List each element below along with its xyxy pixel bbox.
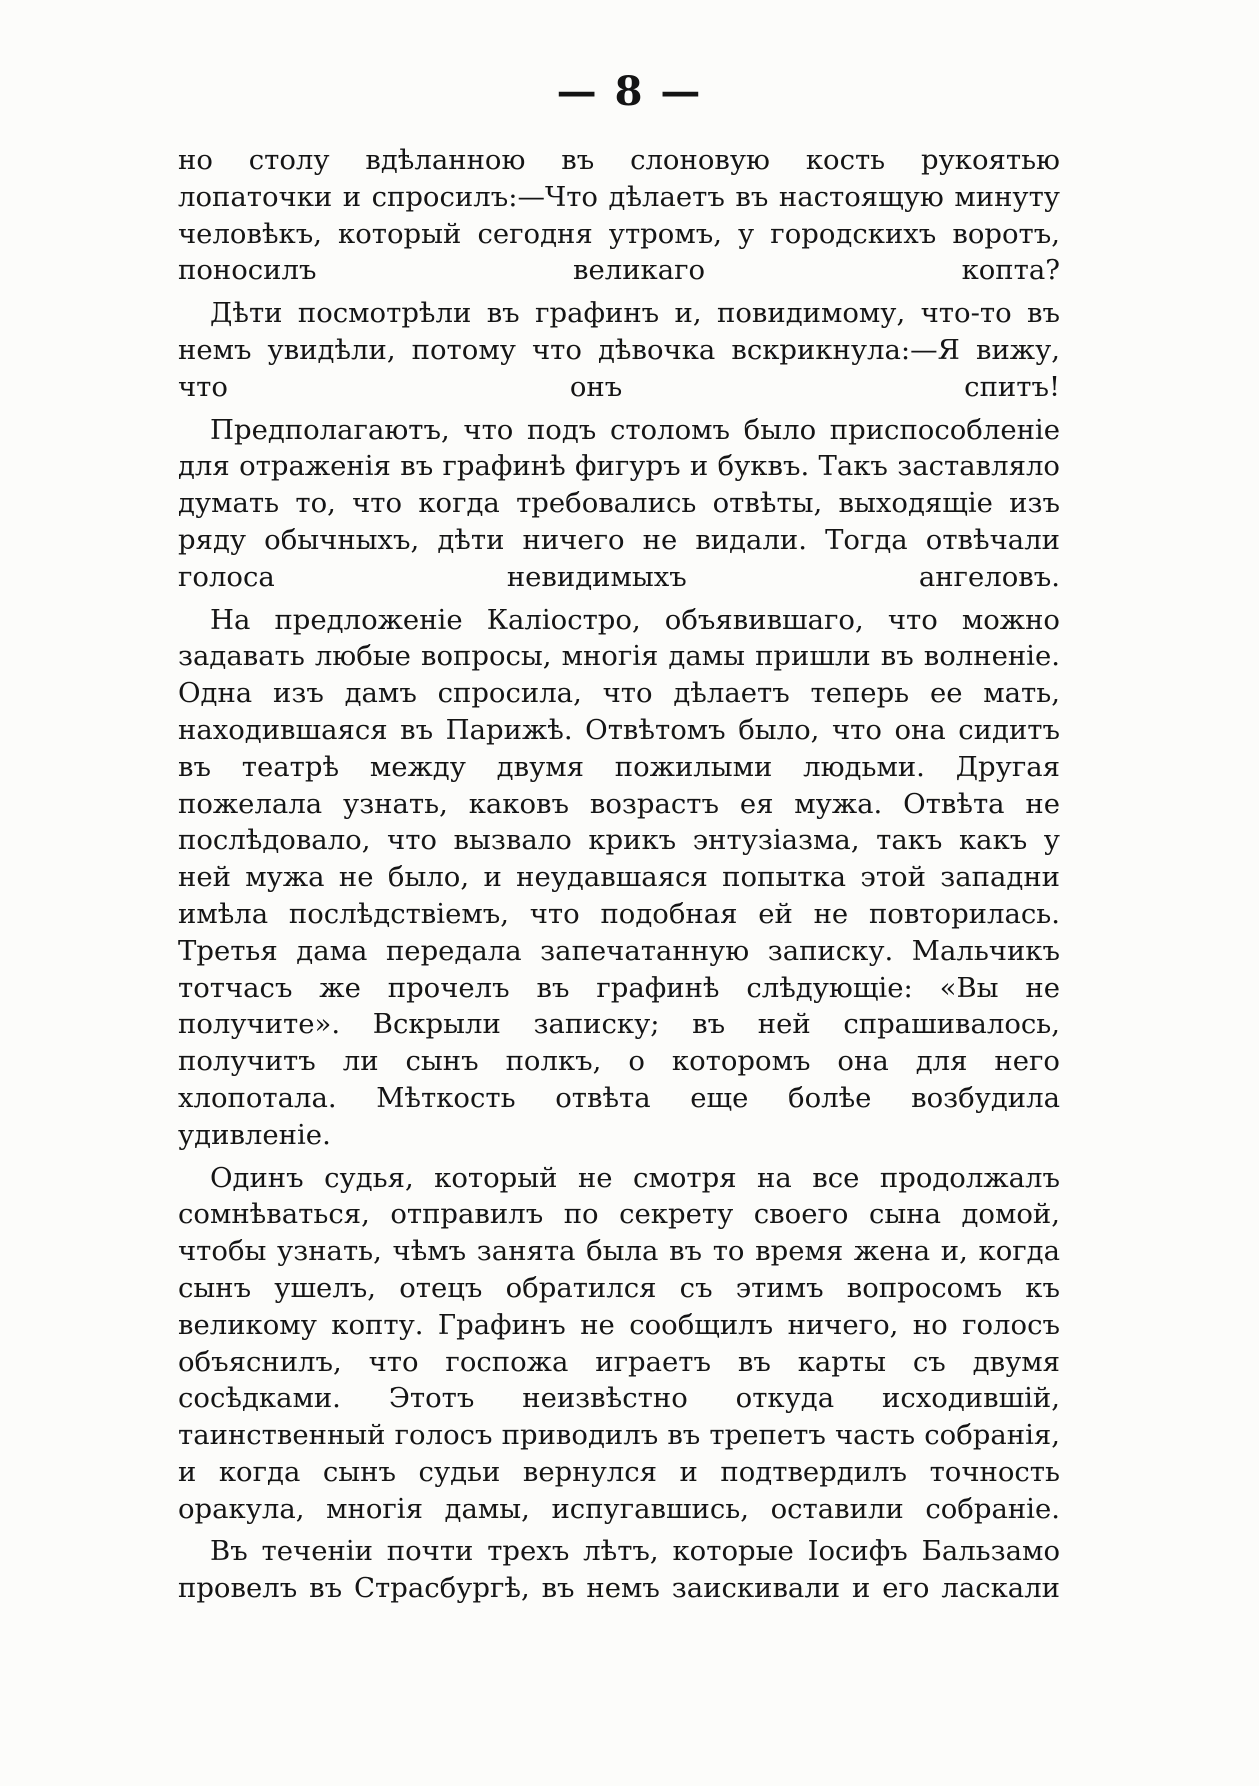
page-number: — 8 —	[556, 68, 703, 115]
paragraph: Дѣти посмотрѣли въ графинъ и, повидимому, что-то въ немъ увидѣли, потому что дѣвочка вскрикнула:—Я вижу, что онъ спитъ!	[178, 297, 1060, 403]
paragraph: Одинъ судья, который не смотря на все продолжалъ сомнѣваться, отправилъ по секрету своего сына домой, чтобы узнать, чѣмъ занята была въ то время жена и, когда сынъ ушелъ, отецъ обратился съ этимъ вопросомъ къ великому копту. Графинъ не сообщилъ ничего, но голосъ объяснилъ, что госпожа играетъ въ карты съ двумя сосѣдками. Этотъ неизвѣстно откуда исходившій, таинственный голосъ приводилъ въ трепетъ часть собранія, и когда сынъ судьи вернулся и подтвердилъ точность оракула, многія дамы, испугавшись, оставили собраніе.	[178, 1161, 1060, 1525]
paragraph-continued: Въ теченіи почти трехъ лѣтъ, которые Іосифъ Бальзамо провелъ въ Страсбургѣ, въ немъ заискивали и его ласкали	[178, 1535, 1060, 1605]
paragraph: На предложеніе Каліостро, объявившаго, что можно задавать любые вопросы, многія дамы пришли въ волненіе. Одна изъ дамъ спросила, что дѣлаетъ теперь ее мать, находившаяся въ Парижѣ. Отвѣтомъ было, что она сидитъ въ театрѣ между двумя пожилыми людьми. Другая пожелала узнать, каковъ возрастъ ея мужа. Отвѣта не послѣдовало, что вызвало крикъ энтузіазма, такъ какъ у ней мужа не было, и неудавшаяся попытка этой западни имѣла послѣдствіемъ, что подобная ей не повторилась. Третья дама передала запечатанную записку. Мальчикъ тотчасъ же прочелъ въ графинѣ слѣдующіе: «Вы не получите». Вскрыли записку; въ ней спрашивалось, получитъ ли сынъ полкъ, о которомъ она для него хлопотала. Мѣткость отвѣта еще болѣе возбудила удивленіе.	[178, 603, 1060, 1151]
body-text	[178, 142, 1060, 1607]
paragraph: Предполагаютъ, что подъ столомъ было приспособленіе для отраженія въ графинѣ фигуръ и буквъ. Такъ заставляло думать то, что когда требовались отвѣты, выходящіе изъ ряду обычныхъ, дѣти ничего не видали. Тогда отвѣчали голоса невидимыхъ ангеловъ.	[178, 413, 1060, 593]
paragraph-continuation: но столу вдѣланною въ слоновую кость рукоятью лопаточки и спросилъ:—Что дѣлаетъ въ настоящую минуту человѣкъ, который сегодня утромъ, у городскихъ воротъ, поносилъ великаго копта?	[178, 144, 1060, 287]
